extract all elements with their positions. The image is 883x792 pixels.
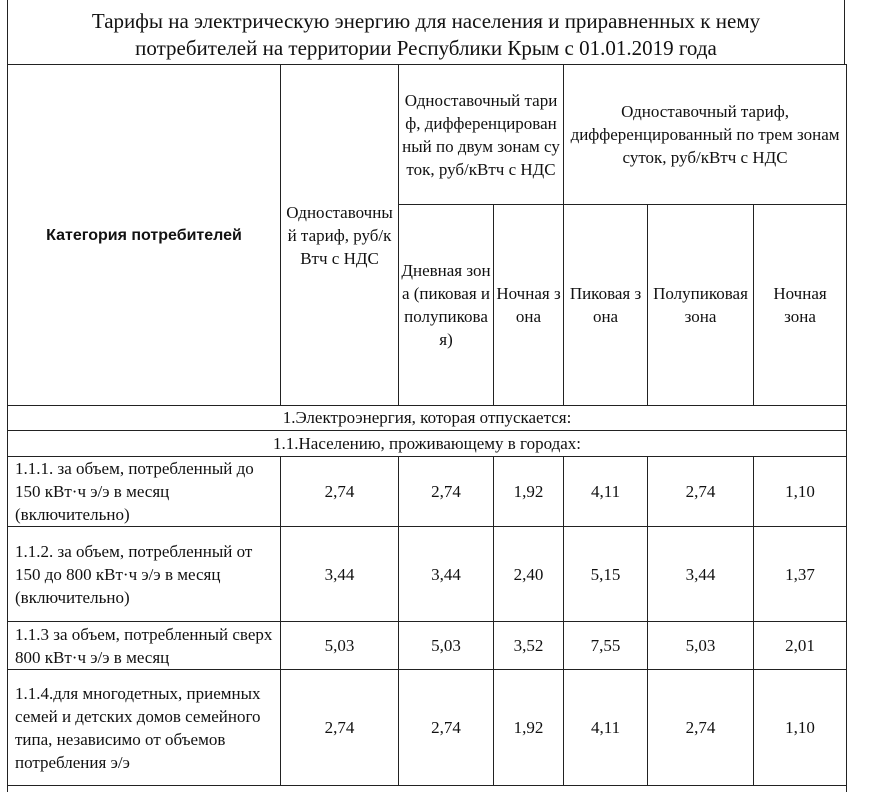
cell-night-zone-two: 3,52 xyxy=(494,622,564,670)
row-category: 1.1.4.для многодетных, приемных семей и детских домов семейного типа, независимо от объемов потребления э/э xyxy=(8,670,281,786)
cell-night-zone-two: 1,92 xyxy=(494,670,564,786)
document-title xyxy=(7,0,845,64)
cell-day-zone: 5,03 xyxy=(399,622,494,670)
cell-single-rate: 3,44 xyxy=(281,527,399,622)
table-row xyxy=(8,457,847,527)
cell-single-rate: 2,74 xyxy=(281,670,399,786)
row-category: 1.1.1. за объем, потребленный до 150 кВт·ч э/э в месяц (включительно) xyxy=(8,457,281,527)
row-category: 1.1.2. за объем, потребленный от 150 до 800 кВт·ч э/э в месяц (включительно) xyxy=(8,527,281,622)
cell-semi-peak-zone: 2,74 xyxy=(648,670,754,786)
table-continuation xyxy=(8,786,847,792)
header-semi-peak-zone: Полупиковая зона xyxy=(648,205,754,406)
title-line-2: потребителей на территории Республики Крым с 01.01.2019 года xyxy=(135,36,717,60)
table-row xyxy=(8,622,847,670)
cell-peak-zone: 5,15 xyxy=(564,527,648,622)
cell-peak-zone: 7,55 xyxy=(564,622,648,670)
header-night-zone-three: Ночная зона xyxy=(754,205,847,406)
cell-night-zone-three: 1,37 xyxy=(754,527,847,622)
cell-day-zone: 3,44 xyxy=(399,527,494,622)
cell-single-rate: 2,74 xyxy=(281,457,399,527)
table-row xyxy=(8,527,847,622)
cell-night-zone-three: 2,01 xyxy=(754,622,847,670)
title-line-1: Тарифы на электрическую энергию для населения и приравненных к нему xyxy=(91,9,761,33)
header-day-zone: Дневная зона (пиковая и полупиковая) xyxy=(399,205,494,406)
header-peak-zone: Пиковая зона xyxy=(564,205,648,406)
header-two-zone: Одноставочный тариф, дифференцированный по двум зонам суток, руб/кВтч с НДС xyxy=(399,65,564,205)
cell-day-zone: 2,74 xyxy=(399,670,494,786)
cell-peak-zone: 4,11 xyxy=(564,457,648,527)
cell-semi-peak-zone: 2,74 xyxy=(648,457,754,527)
tariff-table xyxy=(7,64,847,792)
section-heading-1-1: 1.1.Населению, проживающему в городах: xyxy=(8,431,847,457)
cell-night-zone-three: 1,10 xyxy=(754,457,847,527)
header-category: Категория потребителей xyxy=(8,65,281,406)
cell-single-rate: 5,03 xyxy=(281,622,399,670)
cell-semi-peak-zone: 5,03 xyxy=(648,622,754,670)
row-category: 1.1.3 за объем, потребленный сверх 800 кВт·ч э/э в месяц xyxy=(8,622,281,670)
cell-night-zone-two: 2,40 xyxy=(494,527,564,622)
cell-semi-peak-zone: 3,44 xyxy=(648,527,754,622)
header-single-rate: Одноставочный тариф, руб/кВтч с НДС xyxy=(281,65,399,406)
cell-peak-zone: 4,11 xyxy=(564,670,648,786)
cell-day-zone: 2,74 xyxy=(399,457,494,527)
header-three-zone: Одноставочный тариф, дифференцированный по трем зонам суток, руб/кВтч с НДС xyxy=(564,65,847,205)
section-heading-1: 1.Электроэнергия, которая отпускается: xyxy=(8,406,847,431)
cell-night-zone-two: 1,92 xyxy=(494,457,564,527)
table-row xyxy=(8,670,847,786)
header-night-zone-two: Ночная зона xyxy=(494,205,564,406)
cell-night-zone-three: 1,10 xyxy=(754,670,847,786)
